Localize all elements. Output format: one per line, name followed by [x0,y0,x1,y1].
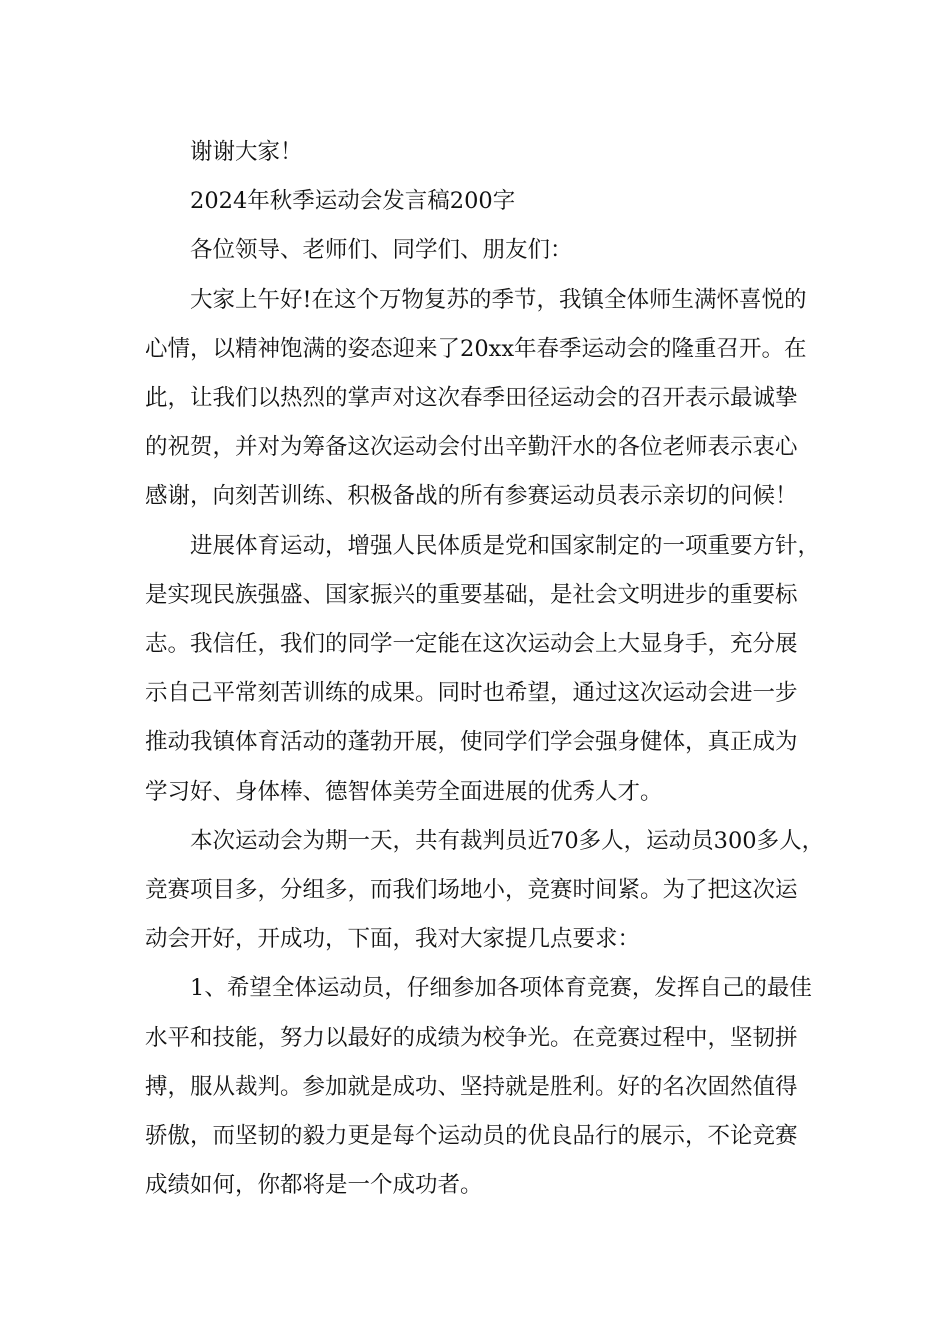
paragraph-line: 此，让我们以热烈的掌声对这次春季田径运动会的召开表示最诚挚 [145,385,798,412]
paragraph-line: 大家上午好!在这个万物复苏的季节，我镇全体师生满怀喜悦的 [190,286,807,313]
paragraph-line: 推动我镇体育活动的蓬勃开展，使同学们学会强身健体，真正成为 [145,729,798,756]
document-body [145,128,825,1210]
paragraph-line: 水平和技能，努力以最好的成绩为校争光。在竞赛过程中，坚韧拼 [145,1024,798,1051]
paragraph-line: 志。我信任，我们的同学一定能在这次运动会上大显身手，充分展 [145,631,798,658]
paragraph-thanks [145,128,815,177]
paragraph-greeting [145,276,815,522]
paragraph-event-info [145,817,825,965]
paragraph-line: 心情，以精神饱满的姿态迎来了20xx年春季运动会的隆重召开。在 [145,335,807,362]
paragraph-line: 搏，服从裁判。参加就是成功、坚持就是胜利。好的名次固然值得 [145,1073,798,1100]
paragraph-line: 成绩如何，你都将是一个成功者。 [145,1172,483,1199]
paragraph-line: 各位领导、老师们、同学们、朋友们： [190,237,573,264]
paragraph-line: 骄傲，而坚韧的毅力更是每个运动员的优良品行的展示，不论竞赛 [145,1123,798,1150]
paragraph-line: 竞赛项目多，分组多，而我们场地小，竞赛时间紧。为了把这次运 [145,877,798,904]
paragraph-line: 示自己平常刻苦训练的成果。同时也希望，通过这次运动会进一步 [145,680,798,707]
paragraph-line: 1、希望全体运动员，仔细参加各项体育竞赛，发挥自己的最佳 [190,975,812,1002]
paragraph-significance [145,522,821,817]
paragraph-line: 2024年秋季运动会发言稿200字 [190,188,516,215]
paragraph-line: 感谢，向刻苦训练、积极备战的所有参赛运动员表示亲切的问候！ [145,483,798,510]
speech-title [145,177,815,226]
paragraph-line: 谢谢大家！ [190,139,303,165]
salutation [145,226,815,275]
paragraph-line: 动会开好，开成功，下面，我对大家提几点要求： [145,926,641,953]
paragraph-line: 学习好、身体棒、德智体美劳全面进展的优秀人才。 [145,778,663,805]
paragraph-line: 进展体育运动，增强人民体质是党和国家制定的一项重要方针， [190,532,821,559]
paragraph-requirement-1 [145,964,815,1210]
paragraph-line: 是实现民族强盛、国家振兴的重要基础，是社会文明进步的重要标 [145,581,798,608]
paragraph-line: 本次运动会为期一天，共有裁判员近70多人，运动员300多人， [190,827,825,854]
paragraph-line: 的祝贺，并对为筹备这次运动会付出辛勤汗水的各位老师表示衷心 [145,434,798,461]
